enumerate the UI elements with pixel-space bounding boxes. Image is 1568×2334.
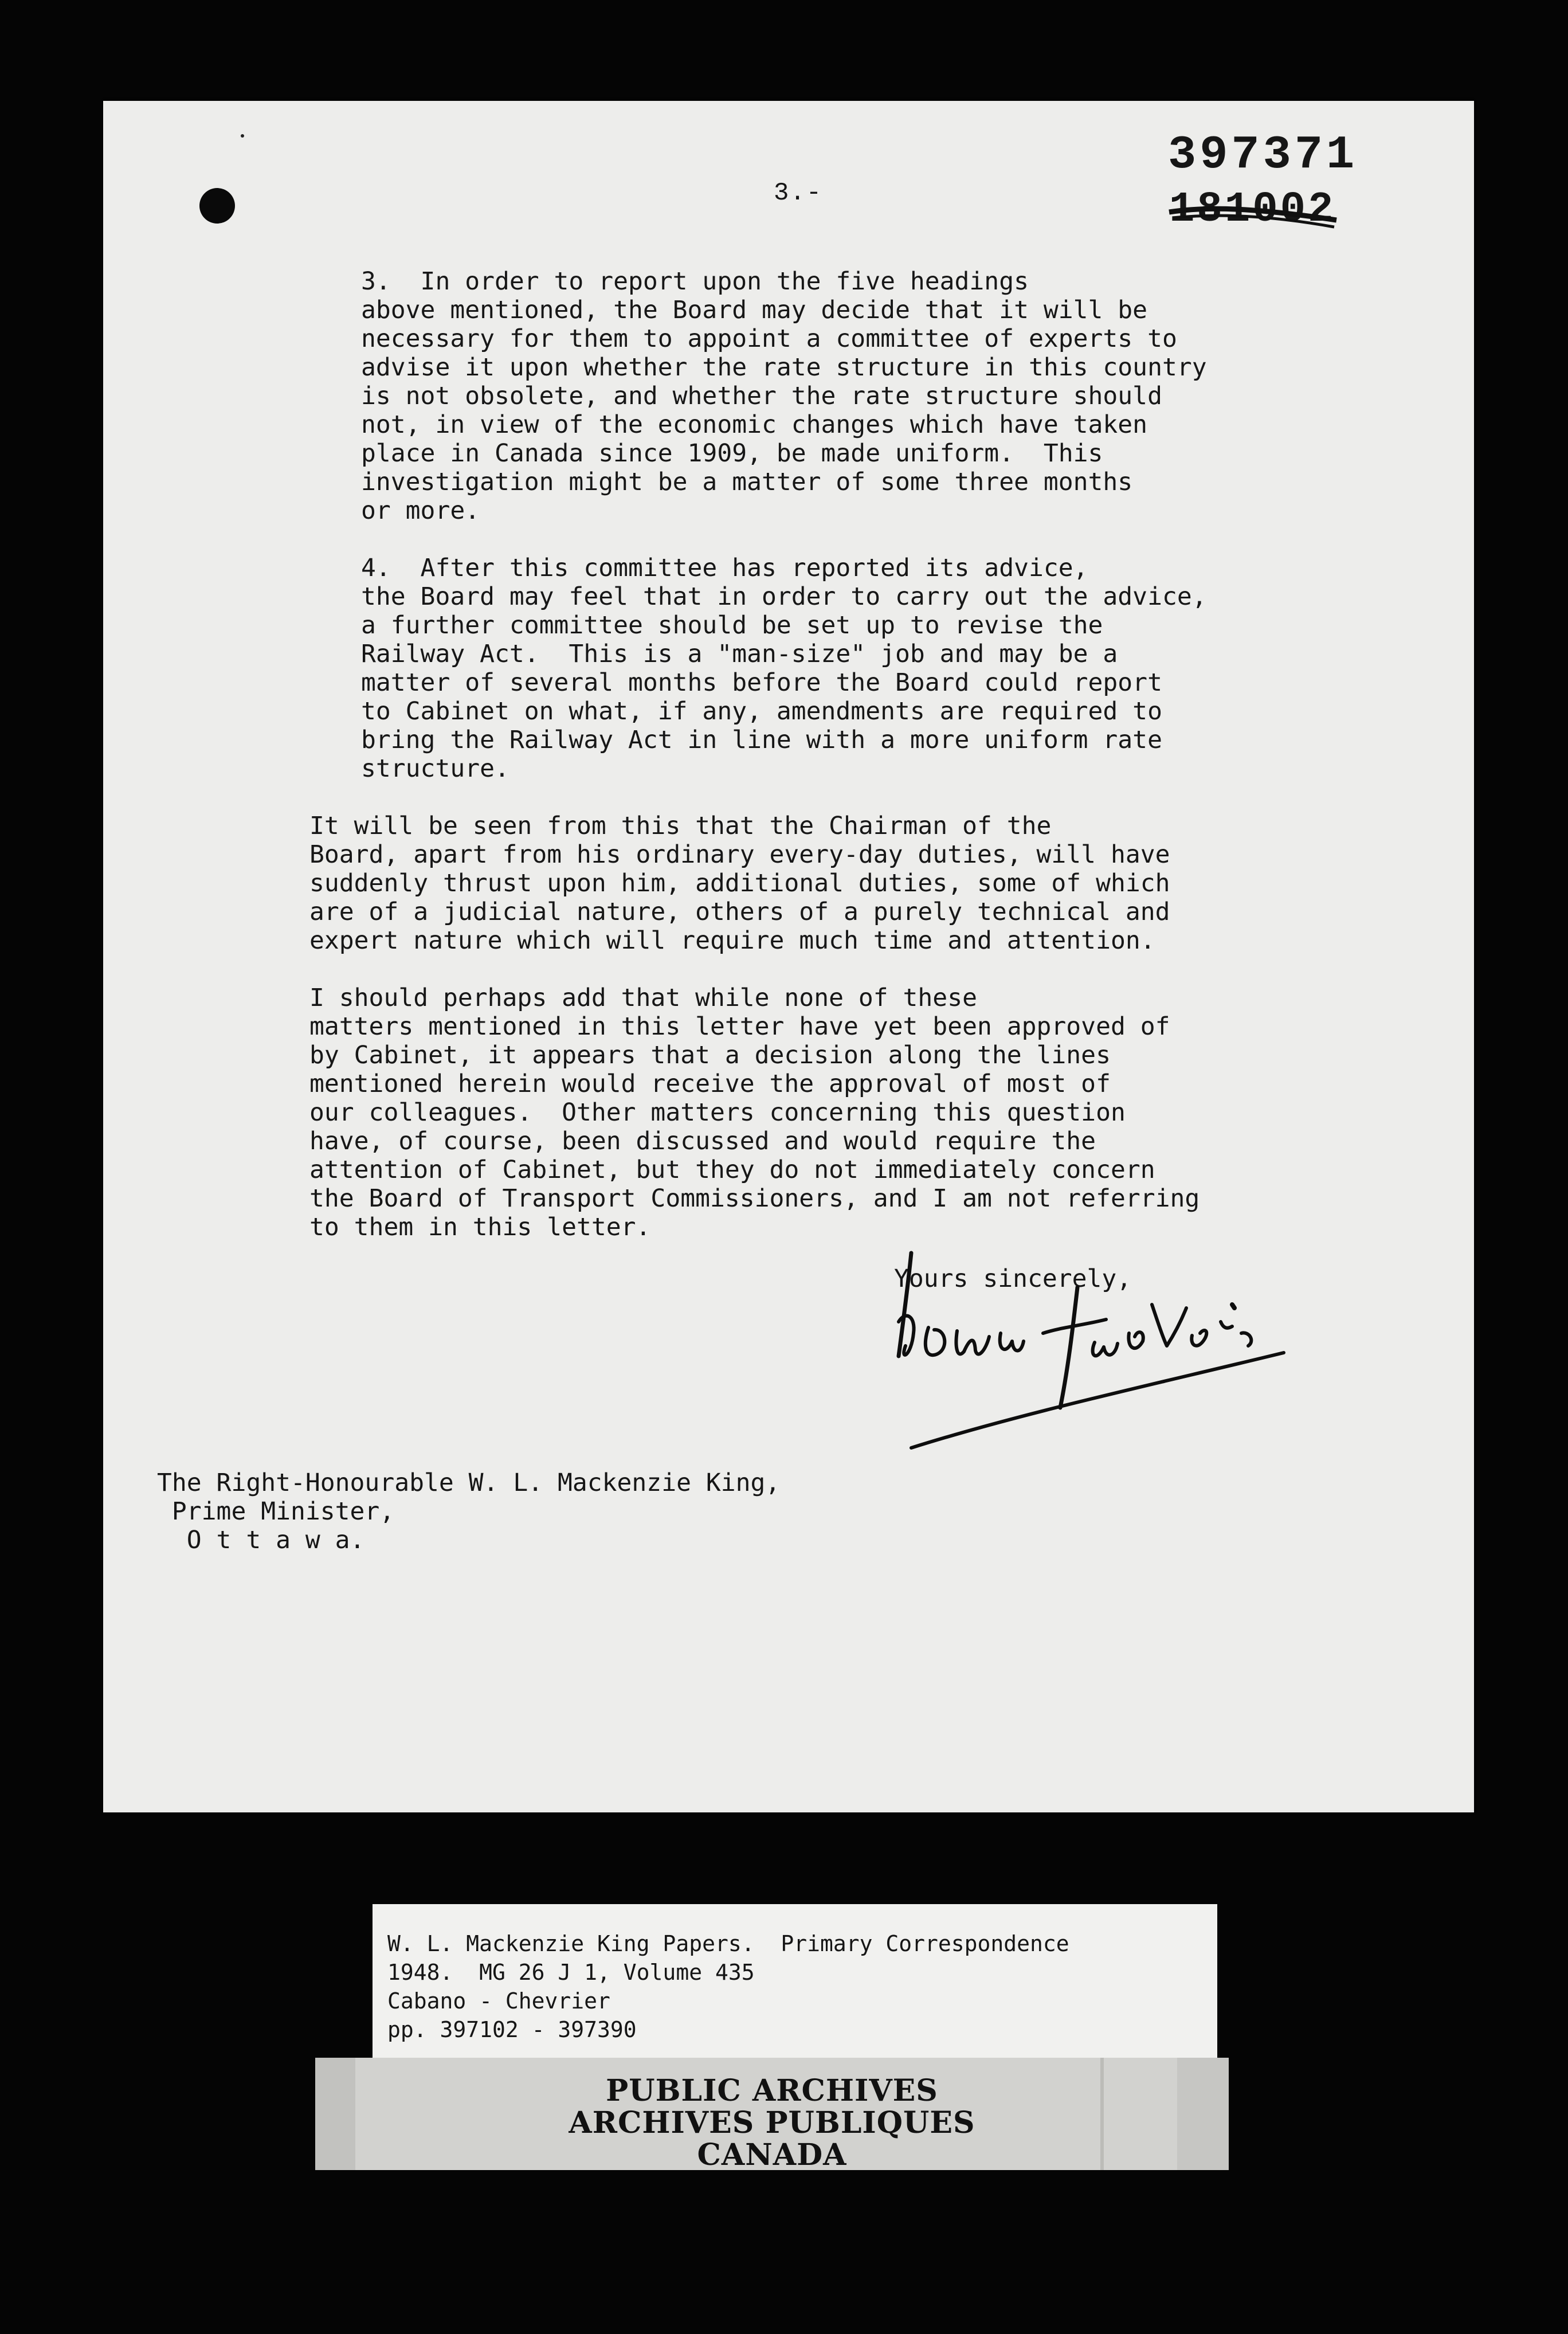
text-line: our colleagues. Other matters concerning this question bbox=[309, 1098, 1126, 1127]
text-line: have, of course, been discussed and would require the bbox=[309, 1127, 1096, 1156]
text-line: matter of several months before the Board could report bbox=[361, 668, 1162, 697]
public-archives-stamp bbox=[315, 2058, 1229, 2170]
strike-through-mark bbox=[1167, 190, 1339, 236]
text-line: Railway Act. This is a "man-size" job and may be a bbox=[361, 640, 1118, 668]
archive-reference-line: Cabano - Chevrier bbox=[387, 1988, 610, 2014]
archive-stamp-line-3: CANADA bbox=[697, 2137, 847, 2172]
archive-stamp-text bbox=[315, 2075, 1229, 2171]
paper-speck bbox=[241, 134, 244, 138]
old-number-text: 181002 bbox=[1169, 186, 1336, 234]
text-line: expert nature which will require much time and attention. bbox=[309, 926, 1155, 955]
paragraph-4 bbox=[361, 554, 1207, 783]
recipient-line: Prime Minister, bbox=[157, 1497, 395, 1526]
text-line: by Cabinet, it appears that a decision along the lines bbox=[309, 1041, 1111, 1070]
text-line: to them in this letter. bbox=[309, 1213, 651, 1242]
closing-salutation: Yours sincerely, bbox=[894, 1264, 1132, 1293]
old-number-struck bbox=[1169, 186, 1341, 238]
archive-stamp-line-1: PUBLIC ARCHIVES bbox=[606, 2073, 938, 2108]
text-line: is not obsolete, and whether the rate structure should bbox=[361, 382, 1162, 410]
recipient-line: O t t a w a. bbox=[157, 1526, 365, 1554]
text-line: or more. bbox=[361, 496, 480, 525]
text-line: are of a judicial nature, others of a purely technical and bbox=[309, 898, 1170, 926]
text-line: Board, apart from his ordinary every-day duties, will have bbox=[309, 840, 1170, 869]
text-line: necessary for them to appoint a committee of experts to bbox=[361, 324, 1177, 353]
text-line: 3. In order to report upon the five headings bbox=[361, 267, 1029, 296]
paragraph-3 bbox=[361, 267, 1207, 525]
text-line: matters mentioned in this letter have yet been approved of bbox=[309, 1012, 1170, 1041]
text-line: above mentioned, the Board may decide that it will be bbox=[361, 296, 1148, 324]
paragraph-6 bbox=[309, 984, 1199, 1242]
archive-stamp-line-2: ARCHIVES PUBLIQUES bbox=[569, 2105, 975, 2140]
text-line: the Board of Transport Commissioners, and I am not referring bbox=[309, 1184, 1200, 1213]
handwritten-signature bbox=[888, 1219, 1301, 1454]
recipient-line: The Right-Honourable W. L. Mackenzie King, bbox=[157, 1468, 781, 1497]
stamp-number: 397371 bbox=[1168, 128, 1358, 182]
text-line: structure. bbox=[361, 754, 509, 783]
text-line: I should perhaps add that while none of these bbox=[309, 984, 977, 1012]
archive-reference-lines bbox=[387, 1929, 1069, 2044]
paragraph-5 bbox=[309, 812, 1170, 955]
text-line: suddenly thrust upon him, additional duties, some of which bbox=[309, 869, 1170, 898]
archive-reference-label bbox=[373, 1904, 1217, 2060]
page-number: 3.- bbox=[774, 179, 823, 207]
recipient-address bbox=[157, 1468, 780, 1554]
archive-reference-line: pp. 397102 - 397390 bbox=[387, 2017, 637, 2042]
text-line: not, in view of the economic changes which have taken bbox=[361, 410, 1148, 439]
archive-reference-line: 1948. MG 26 J 1, Volume 435 bbox=[387, 1960, 755, 1985]
text-line: advise it upon whether the rate structure in this country bbox=[361, 353, 1207, 382]
text-line: 4. After this committee has reported its advice, bbox=[361, 554, 1088, 582]
text-line: to Cabinet on what, if any, amendments are required to bbox=[361, 697, 1162, 726]
letter-page bbox=[103, 101, 1474, 1812]
text-line: the Board may feel that in order to carry out the advice, bbox=[361, 582, 1207, 611]
text-line: investigation might be a matter of some three months bbox=[361, 468, 1133, 496]
archive-reference-line: W. L. Mackenzie King Papers. Primary Correspondence bbox=[387, 1931, 1069, 1956]
text-line: place in Canada since 1909, be made uniform. This bbox=[361, 439, 1103, 468]
punch-hole bbox=[199, 188, 235, 224]
text-line: a further committee should be set up to revise the bbox=[361, 611, 1103, 640]
text-line: mentioned herein would receive the approval of most of bbox=[309, 1070, 1111, 1098]
text-line: bring the Railway Act in line with a more uniform rate bbox=[361, 726, 1162, 754]
text-line: attention of Cabinet, but they do not immediately concern bbox=[309, 1156, 1155, 1184]
text-line: It will be seen from this that the Chairman of the bbox=[309, 812, 1052, 840]
